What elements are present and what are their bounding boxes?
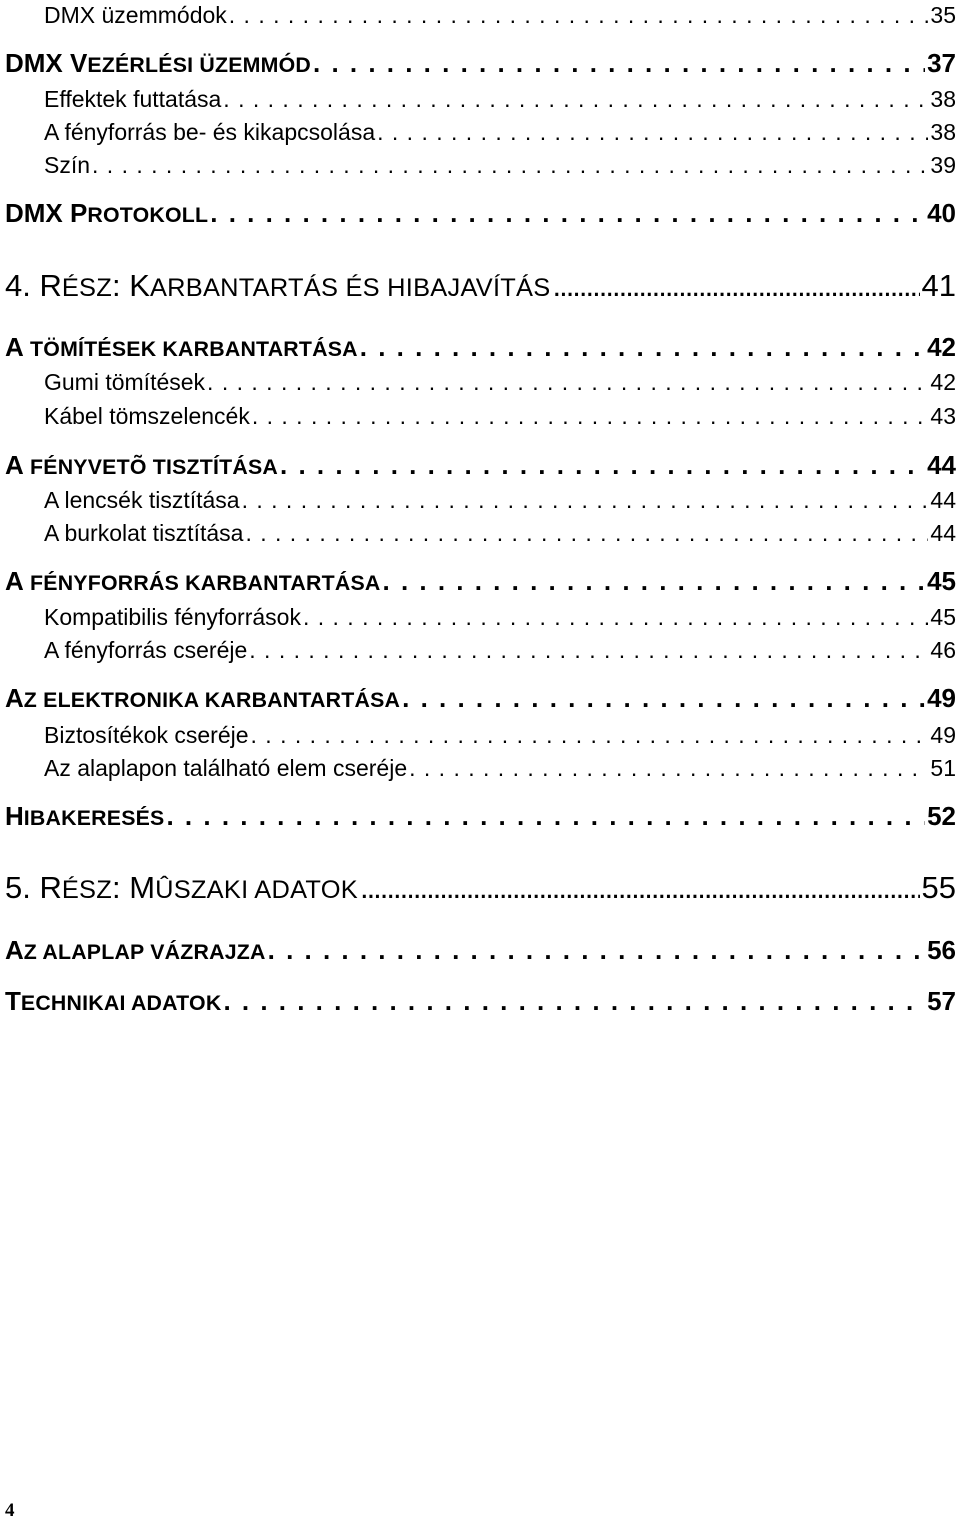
toc-entry-lencsek[interactable] — [44, 487, 956, 514]
toc-entry-hibakereses[interactable] — [5, 801, 956, 832]
toc-entry-title: HIBAKERESÉS — [5, 801, 165, 831]
toc-entry-title: A fényforrás be- és kikapcsolása — [44, 119, 376, 145]
toc-entry-alaplap-vazrajza[interactable] — [5, 935, 956, 966]
toc-leader-dots — [223, 986, 925, 1017]
toc-entry-tomitesek[interactable] — [5, 332, 956, 363]
toc-entry-burkolat[interactable] — [44, 520, 956, 547]
toc-leader-dots — [552, 268, 919, 304]
toc-entry-title: Kábel tömszelencék — [44, 403, 250, 429]
toc-entry-title: Szín — [44, 152, 91, 178]
toc-page-number: 51 — [930, 755, 956, 781]
toc-entry-title: A FÉNYVETÕ TISZTÍTÁSA — [5, 450, 279, 480]
toc-page-number: 44 — [927, 450, 956, 480]
toc-entry-title: 5. RÉSZ: MÛSZAKI ADATOK — [5, 870, 358, 905]
toc-page-number: 52 — [927, 801, 956, 831]
toc-entry-resz-4[interactable] — [5, 268, 956, 304]
toc-leader-dots — [383, 566, 926, 597]
toc-leader-dots — [251, 722, 929, 749]
toc-entry-title: A TÖMÍTÉSEK KARBANTARTÁSA — [5, 332, 358, 362]
toc-page-number: 40 — [927, 198, 956, 228]
toc-leader-dots — [360, 870, 920, 906]
toc-page-number: 45 — [930, 604, 956, 630]
toc-entry-dmx-protokoll[interactable] — [5, 198, 956, 229]
toc-page-number: 39 — [930, 152, 956, 178]
toc-entry-title: Az alaplapon található elem cseréje — [44, 755, 408, 781]
toc-page-number: 49 — [930, 722, 956, 748]
toc-leader-dots — [280, 450, 925, 481]
toc-entry-fenyveto[interactable] — [5, 450, 956, 481]
toc-page-number: 42 — [927, 332, 956, 362]
toc-entry-title: Gumi tömítések — [44, 369, 206, 395]
toc-entry-title: DMX PROTOKOLL — [5, 198, 209, 228]
toc-page-number: 57 — [927, 986, 956, 1016]
toc-entry-fenyforras-karb[interactable] — [5, 566, 956, 597]
toc-entry-dmx-uzemmodok[interactable] — [44, 2, 956, 29]
toc-entry-title: Biztosítékok cseréje — [44, 722, 249, 748]
toc-entry-title: A FÉNYFORRÁS KARBANTARTÁSA — [5, 566, 381, 596]
toc-entry-kabel[interactable] — [44, 403, 956, 430]
toc-entry-title: A fényforrás cseréje — [44, 637, 248, 663]
toc-leader-dots — [223, 86, 928, 113]
toc-entry-resz-5[interactable] — [5, 870, 956, 906]
toc-leader-dots — [207, 369, 928, 396]
toc-page-number: 46 — [930, 637, 956, 663]
toc-leader-dots — [249, 637, 928, 664]
toc-leader-dots — [313, 48, 925, 79]
toc-entry-title: A lencsék tisztítása — [44, 487, 240, 513]
toc-page-number: 55 — [921, 870, 956, 905]
toc-leader-dots — [210, 198, 925, 229]
toc-page-number: 49 — [927, 683, 956, 713]
toc-entry-title: TECHNIKAI ADATOK — [5, 986, 222, 1016]
toc-page-number: 44 — [930, 487, 956, 513]
toc-entry-gumi[interactable] — [44, 369, 956, 396]
toc-entry-title: Kompatibilis fényforrások — [44, 604, 301, 630]
toc-entry-szin[interactable] — [44, 152, 956, 179]
toc-leader-dots — [229, 2, 929, 29]
toc-entry-technikai[interactable] — [5, 986, 956, 1017]
toc-page-number: 38 — [930, 119, 956, 145]
toc-entry-effektek[interactable] — [44, 86, 956, 113]
toc-entry-elektronika[interactable] — [5, 683, 956, 714]
toc-entry-title: DMX üzemmódok — [44, 2, 227, 28]
toc-entry-title: AZ ELEKTRONIKA KARBANTARTÁSA — [5, 683, 401, 713]
toc-entry-dmx-vezerlesi[interactable] — [5, 48, 956, 79]
toc-entry-fenyforras-be-ki[interactable] — [44, 119, 956, 146]
toc-entry-alaplap-elem[interactable] — [44, 755, 956, 782]
toc-leader-dots — [402, 683, 925, 714]
toc-leader-dots — [303, 604, 928, 631]
toc-entry-title: 4. RÉSZ: KARBANTARTÁS ÉS HIBAJAVÍTÁS — [5, 268, 551, 303]
toc-leader-dots — [360, 332, 925, 363]
toc-entry-biztositekok[interactable] — [44, 722, 956, 749]
toc-entry-fenyforras-csere[interactable] — [44, 637, 956, 664]
toc-entry-title: Effektek futtatása — [44, 86, 222, 112]
toc-entry-title: AZ ALAPLAP VÁZRAJZA — [5, 935, 266, 965]
toc-page-number: 56 — [927, 935, 956, 965]
toc-page-number: 37 — [927, 48, 956, 78]
toc-entry-kompatibilis[interactable] — [44, 604, 956, 631]
toc-page-number: 43 — [930, 403, 956, 429]
toc-entry-title: A burkolat tisztítása — [44, 520, 244, 546]
toc-leader-dots — [242, 487, 929, 514]
toc-page-number: 42 — [930, 369, 956, 395]
toc-leader-dots — [377, 119, 928, 146]
toc-leader-dots — [409, 755, 928, 782]
toc-leader-dots — [268, 935, 925, 966]
toc-entry-title: DMX VEZÉRLÉSI ÜZEMMÓD — [5, 48, 311, 78]
toc-leader-dots — [92, 152, 928, 179]
toc-page-number: 41 — [921, 268, 956, 303]
page-number: 4 — [5, 1500, 15, 1521]
toc-page-number: 45 — [927, 566, 956, 596]
toc-page-number: 35 — [930, 2, 956, 28]
toc-page-number: 38 — [930, 86, 956, 112]
toc-leader-dots — [166, 801, 925, 832]
toc-page-number: 44 — [930, 520, 956, 546]
toc-leader-dots — [245, 520, 928, 547]
toc-leader-dots — [252, 403, 929, 430]
